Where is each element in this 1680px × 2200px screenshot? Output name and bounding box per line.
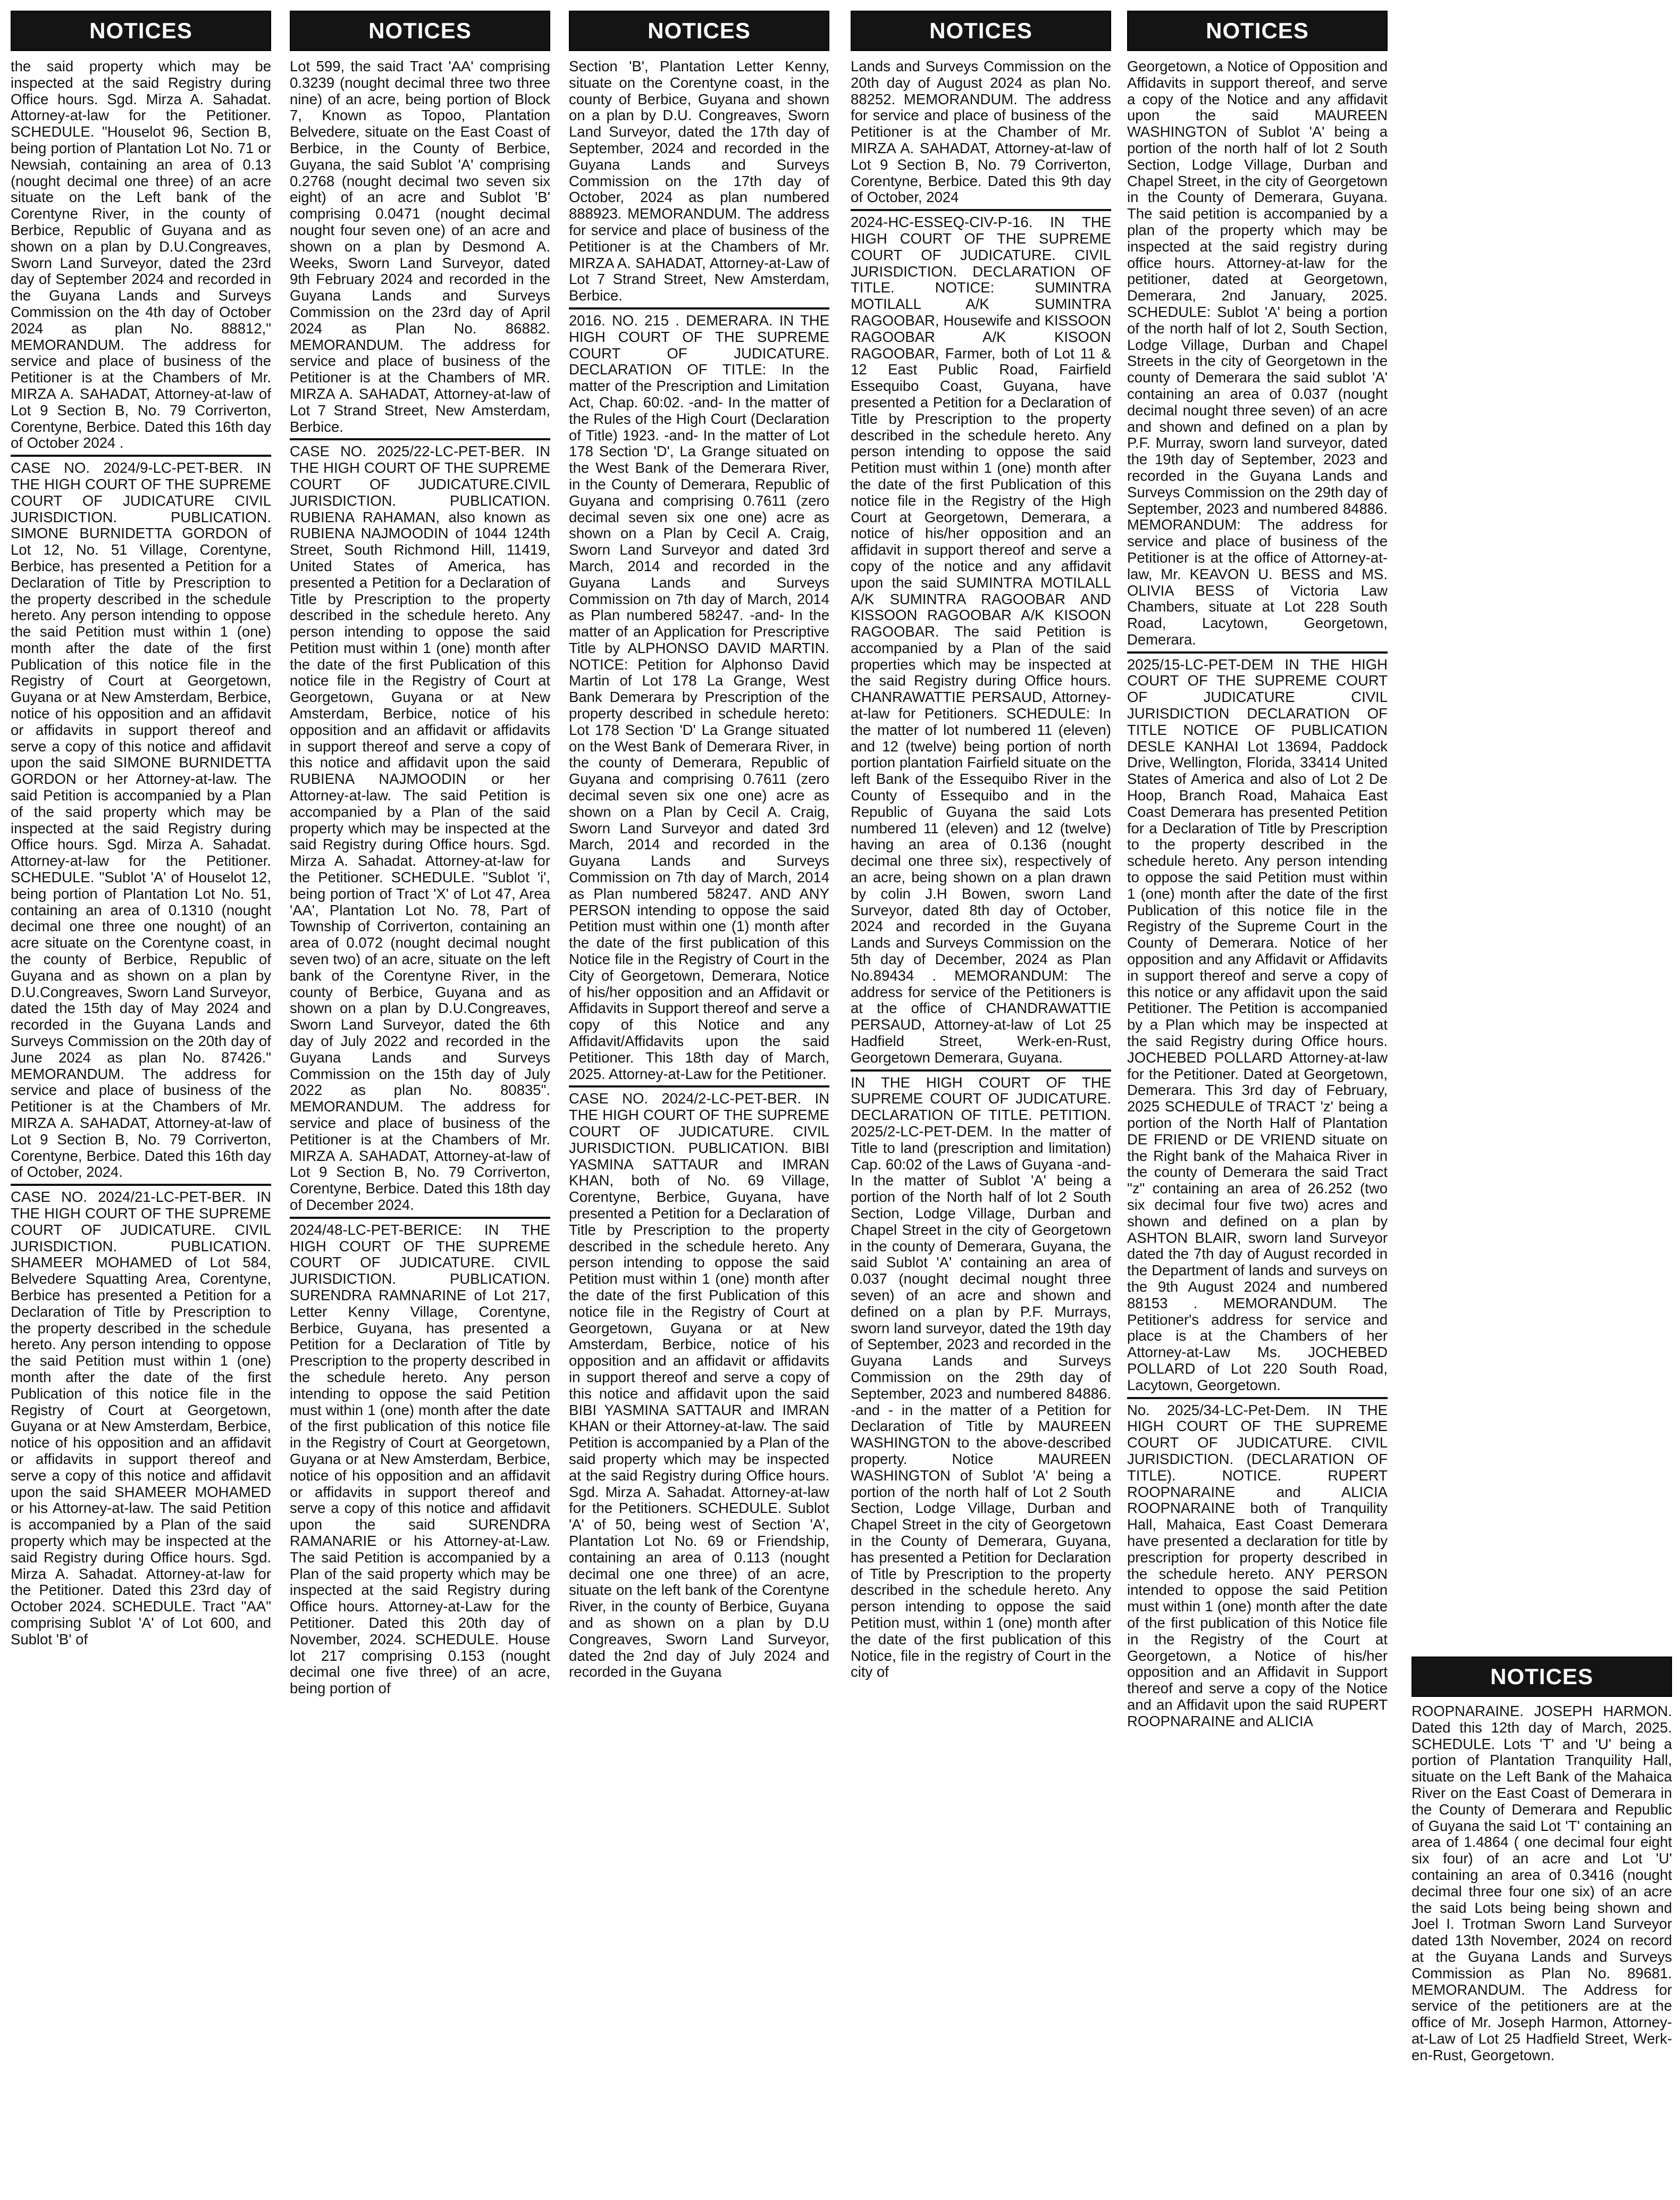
- notices-header: NOTICES: [569, 11, 829, 51]
- column-text: [290, 58, 550, 1697]
- notice-divider: [851, 1069, 1111, 1072]
- column-text: [1127, 58, 1388, 1729]
- notices-header: NOTICES: [290, 11, 550, 51]
- notice-paragraph: CASE NO. 2025/22-LC-PET-BER. IN THE HIGH COURT OF THE SUPREME COURT OF JUDICATURE.CIVIL JURISDICTION. PUBLICATION. RUBIENA RAHAMAN, also known as RUBIENA NAJMOODIN of 1044 124th Street, South Richmond Hill, 11419, United States of America, has presented a Petition for a Declaration of Title by Prescription to the property described in the schedule hereto. Any person intending to oppose the said Petition must within 1 (one) month after the date of the first Publication of this notice file in the Registry of Court at Georgetown, Guyana or at New Amsterdam, Berbice, notice of his opposition and an affidavit or affidavits in support thereof and serve a copy of this notice and affidavit upon the said RUBIENA NAJMOODIN or her Attorney-at-law. The said Petition is accompanied by a Plan of the said property which may be inspected at the said Registry during Office hours. Sgd. Mirza A. Sahadat. Attorney-at-law for the Petitioner. SCHEDULE. "Sublot 'i', being portion of Tract 'X' of Lot 47, Area 'AA', Plantation Lot No. 78, Part of Township of Corriverton, containing an area of 0.072 (nought decimal nought seven two) of an acre, situate on the left bank of the Corentyne River, in the county of Berbice, Guyana and as shown on a plan by D.U.Congreaves, Sworn Land Surveyor, dated the 6th day of July 2022 and recorded in the Guyana Lands and Surveys Commission on the 15th day of July 2022 as plan No. 80835". MEMORANDUM. The address for service and place of business of the Petitioner is at the Chambers of Mr. MIRZA A. SAHADAT, Attorney-at-law of Lot 9 Section B, No. 79 Corriverton, Corentyne, Berbice. Dated this 18th day of December 2024.: [290, 443, 550, 1213]
- notice-divider: [290, 438, 550, 440]
- notice-column-6: [1412, 1657, 1672, 2064]
- column-text: [1412, 1703, 1672, 2064]
- notice-divider: [569, 1085, 829, 1088]
- notice-paragraph: Section 'B', Plantation Letter Kenny, situate on the Corentyne coast, in the county of Berbice, Guyana and shown on a plan by D.U. Congreaves, Sworn Land Surveyor, dated the 17th day of September, 2024 and recorded in the Guyana Lands and Surveys Commission on the 17th day of October, 2024 as plan numbered 888923. MEMORANDUM. The address for service and place of business of the Petitioner is at the Chambers of Mr. MIRZA A. SAHADAT, Attorney-at-Law of Lot 7 Strand Street, New Amsterdam, Berbice.: [569, 58, 829, 304]
- notice-paragraph: CASE NO. 2024/21-LC-PET-BER. IN THE HIGH COURT OF THE SUPREME COURT OF JUDICATURE. CIVIL JURISDICTION. PUBLICATION. SHAMEER MOHAMED of Lot 584, Belvedere Squatting Area, Corentyne, Berbice has presented a Petition for a Declaration of Title by Prescription to the property described in the schedule hereto. Any person intending to oppose the said Petition must within 1 (one) month after the date of the first Publication of this notice file in the Registry of Court at Georgetown, Guyana or at New Amsterdam, Berbice, notice of his opposition and an affidavit or affidavits in support thereof and serve a copy of this notice and affidavit upon the said SHAMEER MOHAMED or his Attorney-at-law. The said Petition is accompanied by a Plan of the said property which may be inspected at the said Registry during Office hours. Sgd. Mirza A. Sahadat. Attorney-at-law for the Petitioner. Dated this 23rd day of October 2024. SCHEDULE. Tract "AA" comprising Sublot 'A' of Lot 600, and Sublot 'B' of: [11, 1189, 271, 1647]
- notice-column-3: [569, 11, 829, 1680]
- notice-divider: [11, 1184, 271, 1186]
- notice-divider: [11, 455, 271, 457]
- notice-paragraph: ROOPNARAINE. JOSEPH HARMON. Dated this 12th day of March, 2025. SCHEDULE. Lots 'T' and 'U' being a portion of Plantation Tranquility Hall, situate on the Left Bank of the Mahaica River on the East Coast of Demerara in the County of Demerara and Republic of Guyana the said Lot 'T' containing an area of 1.4864 ( one decimal four eight six four) of an acre and Lot 'U' containing an area of 0.3416 (nought decimal three four one six) of an acre the said Lots being being shown and Joel I. Trotman Sworn Land Surveyor dated 13th November, 2024 on record at the Guyana Lands and Surveys Commission as Plan No. 89681. MEMORANDUM. The Address for service of the petitioners are at the office of Mr. Joseph Harmon, Attorney-at-Law of Lot 25 Hadfield Street, Werk-en-Rust, Georgetown.: [1412, 1703, 1672, 2063]
- notice-divider: [569, 307, 829, 309]
- notice-paragraph: Lands and Surveys Commission on the 20th day of August 2024 as plan No. 88252. MEMORANDUM. The address for service and place of business of the Petitioner is at the Chamber of Mr. MIRZA A. SAHADAT, Attorney-at-law of Lot 9 Section B, No. 79 Corriverton, Corentyne, Berbice. Dated this 9th day of October, 2024: [851, 58, 1111, 206]
- notices-header: NOTICES: [1127, 11, 1388, 51]
- notice-paragraph: IN THE HIGH COURT OF THE SUPREME COURT OF JUDICATURE. DECLARATION OF TITLE. PETITION. 2025/2-LC-PET-DEM. In the matter of Title to land (prescription and limitation) Cap. 60:02 of the Laws of Guyana -and- In the matter of Sublot 'A' being a portion of the North half of lot 2 South Section, Lodge Village, Durban and Chapel Street in the city of Georgetown in the county of Demerara, Guyana, the said Sublot 'A' containing an area of 0.037 (nought decimal nought three seven) of an acre and shown and defined on a plan by P.F. Murrays, sworn land surveyor, dated the 19th day of September, 2023 and recorded in the Guyana Lands and Surveys Commission on the 29th day of September, 2023 and numbered 84886. -and - in the matter of a Petition for Declaration of Title by MAUREEN WASHINGTON to the above-described property. Notice MAUREEN WASHINGTON of Sublot 'A' being a portion of the north half of Lot 2 South Section, Lodge Village, Durban and Chapel Street in the city of Georgetown in the County of Demerara, Guyana, has presented a Petition for Declaration of Title by Prescription to the property described in the schedule hereto. Any person intending to oppose the said Petition must, within 1 (one) month after the date of the first publication of this Notice, file in the registry of Court in the city of: [851, 1074, 1111, 1680]
- notice-paragraph: 2025/15-LC-PET-DEM IN THE HIGH COURT OF THE SUPREME COURT OF JUDICATURE CIVIL JURISDICTION DECLARATION OF TITLE NOTICE OF PUBLICATION DESLE KANHAI Lot 13694, Paddock Drive, Wellington, Florida, 33414 United States of America and also of Lot 2 De Hoop, Branch Road, Mahaica East Coast Demerara has presented Petition for a Declaration of Title by Prescription to the property described in the schedule hereto. Any person intending to oppose the said Petition must within 1 (one) month after the date of the first Publication of this notice file in the Registry of the Supreme Court in the County of Demerara. Notice of her opposition and any Affidavit or Affidavits in support thereof and serve a copy of this notice or any affidavit upon the said Petitioner. The Petition is accompanied by a Plan which may be inspected at the said Registry during Office hours. JOCHEBED POLLARD Attorney-at-law for the Petitioner. Dated at Georgetown, Demerara. This 3rd day of February, 2025 SCHEDULE of TRACT 'z' being a portion of the North Half of Plantation DE FRIEND or DE VRIEND situate on the Right bank of the Mahaica River in the county of Demerara the said Tract "z" containing an area of 26.252 (two six decimal four five two) acres and shown and defined on a plan by ASHTON BLAIR, sworn land Surveyor dated the 7th day of August recorded in the Department of lands and surveys on the 9th August 2024 and numbered 88153 . MEMORANDUM. The Petitioner's address for service and place is at the Chambers of her Attorney-at-Law Ms. JOCHEBED POLLARD of Lot 220 South Road, Lacytown, Georgetown.: [1127, 656, 1388, 1393]
- notice-column-4: [851, 11, 1111, 1680]
- notice-column-5: [1127, 11, 1388, 1729]
- notice-paragraph: the said property which may be inspected at the said Registry during Office hours. Sgd. Mirza A. Sahadat. Attorney-at-law for the Petitioner. SCHEDULE. "Houselot 96, Section B, being portion of Plantation Lot No. 71 or Newsiah, containing an area of 0.13 (nought decimal one three) of an acre situate on the Left bank of the Corentyne River, in the county of Berbice, Republic of Guyana and as shown on a plan by D.U.Congreaves, Sworn Land Surveyor, dated the 23rd day of September 2024 and recorded in the Guyana Lands and Surveys Commission on the 4th day of October 2024 as plan No. 88812," MEMORANDUM. The address for service and place of business of the Petitioner is at the Chambers of Mr. MIRZA A. SAHADAT, Attorney-at-law of Lot 9 Section B, No. 79 Corriverton, Corentyne, Berbice. Dated this 16th day of October 2024 .: [11, 58, 271, 451]
- notice-paragraph: 2016. NO. 215 . DEMERARA. IN THE HIGH COURT OF THE SUPREME COURT OF JUDICATURE. DECLARATION OF TITLE: In the matter of the Prescription and Limitation Act, Chap. 60:02. -and- In the matter of the Rules of the High Court (Declaration of Title) 1923. -and- In the matter of Lot 178 Section 'D', La Grange situated on the West Bank of the Demerara River, in the County of Demerara, Republic of Guyana and comprising 0.7611 (zero decimal seven six one one) acre as shown on a Plan by Cecil A. Craig, Sworn Land Surveyor and dated 3rd March, 2014 and recorded in the Guyana Lands and Surveys Commission on 7th day of March, 2014 as Plan numbered 58247. -and- In the matter of an Application for Prescriptive Title by ALPHONSO DAVID MARTIN. NOTICE: Petition for Alphonso David Martin of Lot 178 La Grange, West Bank Demerara by Prescription of the property described in schedule hereto: Lot 178 Section 'D' La Grange situated on the West Bank of Demerara River, in the county of Demerara, Republic of Guyana and comprising 0.7611 (zero decimal seven six one one) acre as shown on a Plan by Cecil A. Craig, Sworn Land Surveyor and dated 3rd March, 2014 and recorded in the Guyana Lands and Surveys Commission on 7th day of March, 2014 as Plan numbered 58247. AND ANY PERSON intending to oppose the said Petition must within one (1) month after the date of the first publication of this Notice file in the Registry of Court in the City of Georgetown, Demerara, Notice of his/her opposition and an Affidavit or Affidavits in Support thereof and serve a copy of this Notice and any Affidavit/Affidavits upon the said Petitioner. This 18th day of March, 2025. Attorney-at-Law for the Petitioner.: [569, 312, 829, 1082]
- notice-paragraph: CASE NO. 2024/2-LC-PET-BER. IN THE HIGH COURT OF THE SUPREME COURT OF JUDICATURE. CIVIL JURISDICTION. PUBLICATION. BIBI YASMINA SATTAUR and IMRAN KHAN, both of No. 69 Village, Corentyne, Berbice, Guyana, have presented a Petition for a Declaration of Title by Prescription to the property described in the schedule hereto. Any person intending to oppose the said Petition must within 1 (one) month after the date of the first Publication of this notice file in the Registry of Court at Georgetown, Guyana or at New Amsterdam, Berbice, notice of his opposition and an affidavit or affidavits in support thereof and serve a copy of this notice and affidavit upon the said BIBI YASMINA SATTAUR and IMRAN KHAN or their Attorney-at-law. The said Petition is accompanied by a Plan of the said property which may be inspected at the said Registry during Office hours. Sgd. Mirza A. Sahadat. Attorney-at-law for the Petitioners. SCHEDULE. Sublot 'A' of 50, being west of Section 'A', Plantation Lot No. 69 or Friendship, containing an area of 0.113 (nought decimal one one three) of an acre, situate on the left bank of the Corentyne River, in the county of Berbice, Guyana and as shown on a plan by D.U Congreaves, Sworn Land Surveyor, dated the 2nd day of July 2024 and recorded in the Guyana: [569, 1090, 829, 1680]
- notices-header: NOTICES: [851, 11, 1111, 51]
- notice-divider: [1127, 651, 1388, 654]
- notice-column-2: [290, 11, 550, 1697]
- notice-paragraph: 2024-HC-ESSEQ-CIV-P-16. IN THE HIGH COURT OF THE SUPREME COURT OF JUDICATURE. CIVIL JURISDICTION. DECLARATION OF TITLE. NOTICE: SUMINTRA MOTILALL A/K SUMINTRA RAGOOBAR, Housewife and KISSOON RAGOOBAR A/K KISOON RAGOOBAR, Farmer, both of Lot 11 & 12 East Public Road, Fairfield Essequibo Coast, Guyana, have presented a Petition for a Declaration of Title by Prescription to the property described in the schedule hereto. Any person intending to oppose the said Petition must within 1 (one) month after the date of the first Publication of this notice file in the Registry of the High Court at Georgetown, Demerara, a notice of his/her opposition and an affidavit in support thereof and serve a copy of the notice and any affidavit upon the said SUMINTRA MOTILALL A/K SUMINTRA RAGOOBAR AND KISSOON RAGOOBAR A/K KISOON RAGOOBAR. The said Petition is accompanied by a Plan of the said properties which may be inspected at the said Registry during Office hours. CHANRAWATTIE PERSAUD, Attorney-at-law for Petitioners. SCHEDULE: In the matter of lot numbered 11 (eleven) and 12 (twelve) being portion of north portion plantation Fairfield situate on the left Bank of the Essequibo River in the County of Essequibo and in the Republic of Guyana the said Lots numbered 11 (eleven) and 12 (twelve) having an area of 0.136 (nought decimal one three six), respectively of an acre, being shown on a plan drawn by colin J.H Bowen, sworn Land Surveyor, dated 8th day of October, 2024 and recorded in the Guyana Lands and Surveys Commission on the 5th day of December, 2024 as Plan No.89434 . MEMORANDUM: The address for service of the Petitioners is at the office of CHANDRAWATTIE PERSAUD, Attorney-at-law of Lot 25 Hadfield Street, Werk-en-Rust, Georgetown Demerara, Guyana.: [851, 214, 1111, 1066]
- notice-paragraph: 2024/48-LC-PET-BERICE: IN THE HIGH COURT OF THE SUPREME COURT OF JUDICATURE. CIVIL JURISDICTION. PUBLICATION. SURENDRA RAMNARINE of Lot 217, Letter Kenny Village, Corentyne, Berbice, Guyana, has presented a Petition for a Declaration of Title by Prescription to the property described in the schedule hereto. Any person intending to oppose the said Petition must within 1 (one) month after the date of the first publication of this notice file in the Registry of Court at Georgetown, Guyana or at New Amsterdam, Berbice, notice of his opposition and an affidavit or affidavits in support thereof and serve a copy of this notice and affidavit upon the said SURENDRA RAMANARIE or his Attorney-at-Law. The said Petition is accompanied by a Plan of the said property which may be inspected at the said Registry during Office hours. Attorney-at-Law for the Petitioner. Dated this 20th day of November, 2024. SCHEDULE. House lot 217 comprising 0.153 (nought decimal one five three) of an acre, being portion of: [290, 1221, 550, 1697]
- notices-header: NOTICES: [1412, 1657, 1672, 1697]
- notice-paragraph: No. 2025/34-LC-Pet-Dem. IN THE HIGH COURT OF THE SUPREME COURT OF JUDICATURE. CIVIL JURISDICTION. (DECLARATION OF TITLE). NOTICE. RUPERT ROOPNARAINE and ALICIA ROOPNARAINE both of Tranquility Hall, Mahaica, East Coast Demerara have presented a declaration for title by prescription for property described in the schedule hereto. ANY PERSON intended to oppose the said Petition must within 1 (one) month after the date of the first publication of this Notice file in the Registry of the Court at Georgetown, a Notice of his/her opposition and an Affidavit in Support thereof and serve a copy of the Notice and an Affidavit upon the said RUPERT ROOPNARAINE and ALICIA: [1127, 1401, 1388, 1729]
- notices-header: NOTICES: [11, 11, 271, 51]
- notice-paragraph: Georgetown, a Notice of Opposition and Affidavits in support thereof, and serve a copy of the Notice and any affidavit upon the said MAUREEN WASHINGTON of Sublot 'A' being a portion of the north half of lot 2 South Section, Lodge Village, Durban and Chapel Street, in the city of Georgetown in the County of Demerara, Guyana. The said petition is accompanied by a plan of the property which may be inspected at the said registry during office hours. Attorney-at-law for the petitioner, dated at Georgetown, Demerara, 2nd January, 2025. SCHEDULE: Sublot 'A' being a portion of the north half of lot 2, South Section, Lodge Village, Durban and Chapel Streets in the city of Georgetown in the county of Demerara the said sublot 'A' containing an area of 0.037 (nought decimal nought three seven) of an acre and shown and defined on a plan by P.F. Murray, sworn land surveyor, dated the 19th day of September, 2023 and recorded in the Guyana Lands and Surveys Commission on the 29th day of September, 2023 and numbered 84886. MEMORANDUM: The address for service and place of business of the Petitioner is at the office of Attorney-at-law, Mr. KEAVON U. BESS and MS. OLIVIA BESS of Victoria Law Chambers, situate at Lot 228 South Road, Lacytown, Georgetown, Demerara.: [1127, 58, 1388, 648]
- column-text: [569, 58, 829, 1680]
- column-text: [851, 58, 1111, 1680]
- notice-paragraph: Lot 599, the said Tract 'AA' comprising 0.3239 (nought decimal three two three nine) of an acre, being portion of Block 7, Known as Topoo, Plantation Belvedere, situate on the East Coast of Berbice, in the County of Berbice, Guyana, the said Sublot 'A' comprising 0.2768 (nought decimal two seven six eight) of an acre and Sublot 'B' comprising 0.0471 (nought decimal nought four seven one) of an acre and shown on a plan by Desmond A. Weeks, Sworn Land Surveyor, dated 9th February 2024 and recorded in the Guyana Lands and Surveys Commission on the 23rd day of April 2024 as Plan No. 86882. MEMORANDUM. The address for service and place of business of the Petitioner is at the Chambers of MR. MIRZA A. SAHADAT, Attorney-at-law of Lot 7 Strand Street, New Amsterdam, Berbice.: [290, 58, 550, 435]
- column-text: [11, 58, 271, 1648]
- notice-divider: [290, 1217, 550, 1219]
- notice-column-1: [11, 11, 271, 1648]
- notice-divider: [1127, 1397, 1388, 1399]
- notice-paragraph: CASE NO. 2024/9-LC-PET-BER. IN THE HIGH COURT OF THE SUPREME COURT OF JUDICATURE CIVIL JURISDICTION. PUBLICATION. SIMONE BURNIDETTA GORDON of Lot 12, No. 51 Village, Corentyne, Berbice, has presented a Petition for a Declaration of Title by Prescription to the property described in the schedule hereto. Any person intending to oppose the said Petition must within 1 (one) month after the date of the first Publication of this notice file in the Registry of Court at Georgetown, Guyana or at New Amsterdam, Berbice, notice of his opposition and an affidavit or affidavits in support thereof and serve a copy of this notice and affidavit upon the said SIMONE BURNIDETTA GORDON or her Attorney-at-law. The said Petition is accompanied by a Plan of the said property which may be inspected at the said Registry during Office hours. Sgd. Mirza A. Sahadat. Attorney-at-law for the Petitioner. SCHEDULE. "Sublot 'A' of Houselot 12, being portion of Plantation Lot No. 51, containing an area of 0.1310 (nought decimal one three one nought) of an acre situate on the Corentyne coast, in the county of Berbice, Republic of Guyana and as shown on a plan by D.U.Congreaves, Sworn Land Surveyor, dated the 15th day of May 2024 and recorded in the Guyana Lands and Surveys Commission on the 20th day of June 2024 as plan No. 87426." MEMORANDUM. The address for service and place of business of the Petitioner is at the Chambers of Mr. MIRZA A. SAHADAT, Attorney-at-law of Lot 9 Section B, No. 79 Corriverton, Corentyne, Berbice. Dated this 16th day of October, 2024.: [11, 459, 271, 1181]
- notice-divider: [851, 209, 1111, 211]
